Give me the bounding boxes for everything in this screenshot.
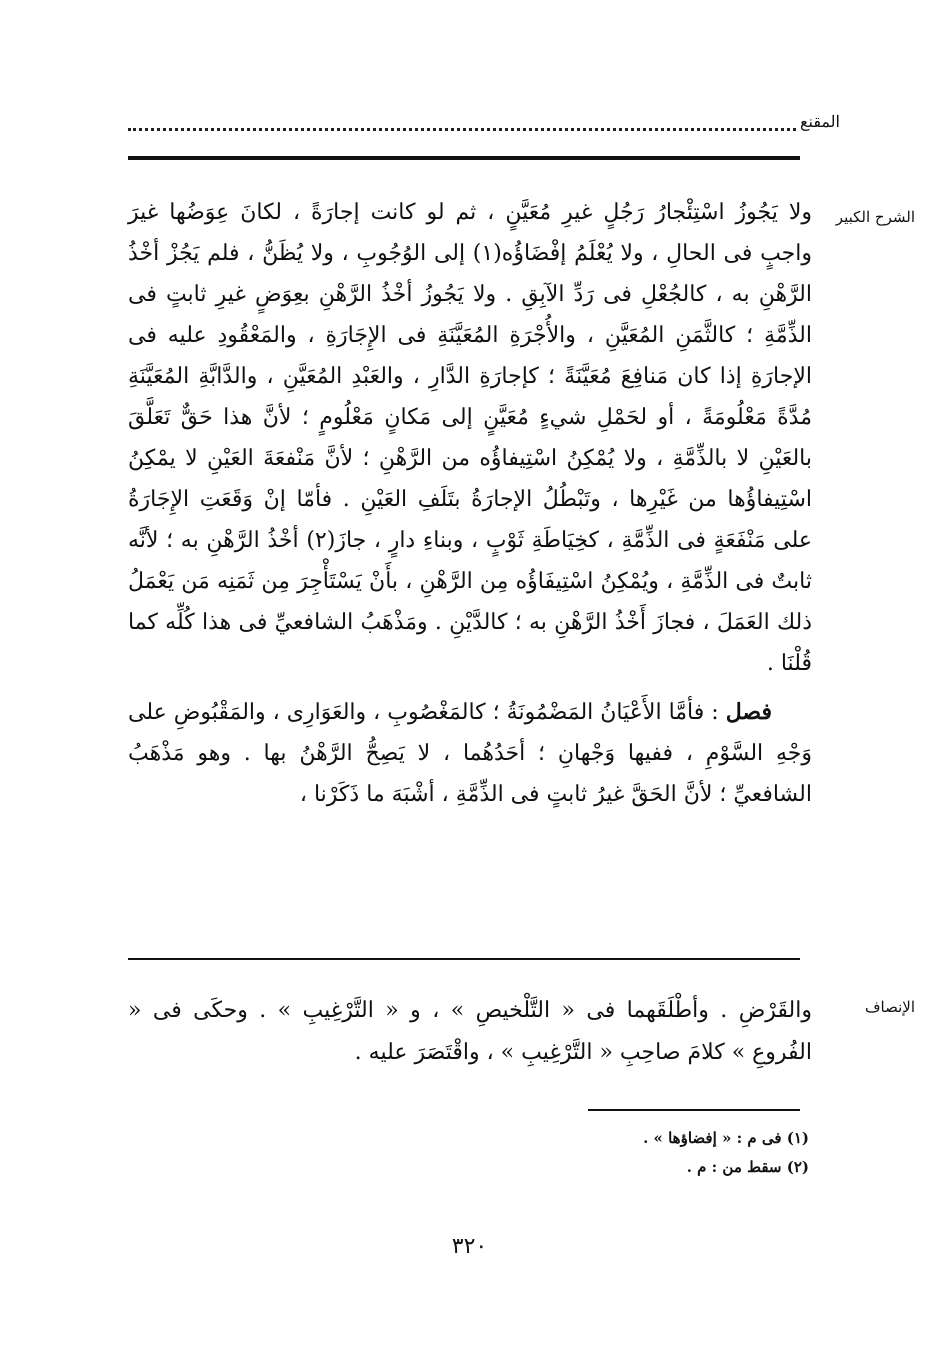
dotted-leader [128,118,796,131]
footnote-1: (١) فى م : « إفضاؤها » . [643,1129,809,1147]
margin-label-insaf: الإنصاف [864,998,915,1016]
insaf-text-block [128,990,812,1074]
footnote-rule [588,1109,800,1111]
fasl-heading: فصل [725,699,772,725]
header-rule [128,156,800,160]
footnote-2: (٢) سقط من : م . [686,1158,809,1176]
sharh-text-block [128,192,812,815]
sharh-paragraph-1: ولا يَجُوزُ اسْتِئْجارُ رَجُلٍ غيرِ مُعَيَّنٍ ، ثم لو كانت إجارَةً ، لكانَ عِوَضُها غيرَ واجبٍ فى الحالِ ، ولا يُعْلَمُ إفْضَاؤُه(١) إلى الوُجُوبِ ، ولا يُظَنُّ ، فلم يَجُزْ أخْذُ الرَّهْنِ به ، كالجُعْلِ فى رَدِّ الآبِقِ . ولا يَجُوزُ أخْذُ الرَّهْنِ بعِوَضٍ غيرِ ثابتٍ فى الذِّمَّةِ ؛ كالثَّمَنِ المُعَيَّنِ ، والأُجْرَةِ المُعَيَّنَةِ فى الإِجَارَةِ ، والمَعْقُودِ عليه فى الإجارَةِ إذا كان مَنافِعَ مُعَيَّنَةً ؛ كإجارَةِ الدَّارِ ، والعَبْدِ المُعَيَّنِ ، والدَّابَّةِ المُعَيَّنَةِ مُدَّةً مَعْلُومَةً ، أو لحَمْلِ شيءٍ مُعَيَّنٍ إلى مَكانٍ مَعْلُومٍ ؛ لأنَّ هذا حَقٌّ تَعَلَّقَ بالعَيْنِ لا بالذِّمَّةِ ، ولا يُمْكِنُ اسْتِيفاؤُه من الرَّهْنِ ؛ لأنَّ مَنْفعَةَ العَيْنِ لا يمْكِنُ اسْتِيفاؤُها من غَيْرِها ، وتَبْطُلُ الإجارَةُ بتَلَفِ العَيْنِ . فأمّا إنْ وَقَعَتِ الإِجَارَةُ على مَنْفَعَةٍ فى الذِّمَّةِ ، كخِيَاطَةِ ثَوْبٍ ، وبناءِ دارٍ ، جازَ(٢) أخْذُ الرَّهْنِ به ؛ لأنَّه ثابتٌ فى الذِّمَّةِ ، ويُمْكِنُ اسْتِيفَاؤُه مِن الرَّهْنِ ، بأَنْ يَسْتَأْجِرَ مِن ثَمَنِه مَن يَعْمَلُ ذلك العَمَلَ ، فجازَ أَخْذُ الرَّهْنِ به ؛ كالدَّيْنِ . ومَذْهَبُ الشافعيِّ فى هذا كُلِّه كما قُلْنَا . [128,200,813,676]
section-divider [128,958,800,960]
insaf-paragraph: والقَرْضِ . وأطْلَقَهما فى « التَّلْخيصِ » ، و « التَّرْغِيبِ » . وحكَى فى « الفُروعِ » كلامَ صاحِبِ « التَّرْغِيبِ » ، واقْتَصَرَ عليه . [128,998,812,1065]
footnotes [309,1124,809,1182]
margin-label-sharh: الشرح الكبير [835,208,915,226]
sharh-paragraph-2 [128,692,812,815]
page-number: ٣٢٠ [451,1234,488,1259]
sharh-paragraph-2-text: : فأمَّا الأَعْيَانُ المَضْمُونَةُ ؛ كالمَغْصُوبِ ، والعَوَارِى ، والمَقْبُوضِ على وَجْهِ السَّوْمِ ، ففيها وَجْهانِ ؛ أحَدُهُما ، لا يَصِحُّ الرَّهْنُ بها . وهو مَذْهَبُ الشافعيِّ ؛ لأنَّ الحَقَّ غيرُ ثابتٍ فى الذِّمَّةِ ، أشْبَهَ ما ذَكَرْنا ، [128,700,812,807]
running-head [128,112,840,142]
running-head-title: المقنع [799,112,840,131]
